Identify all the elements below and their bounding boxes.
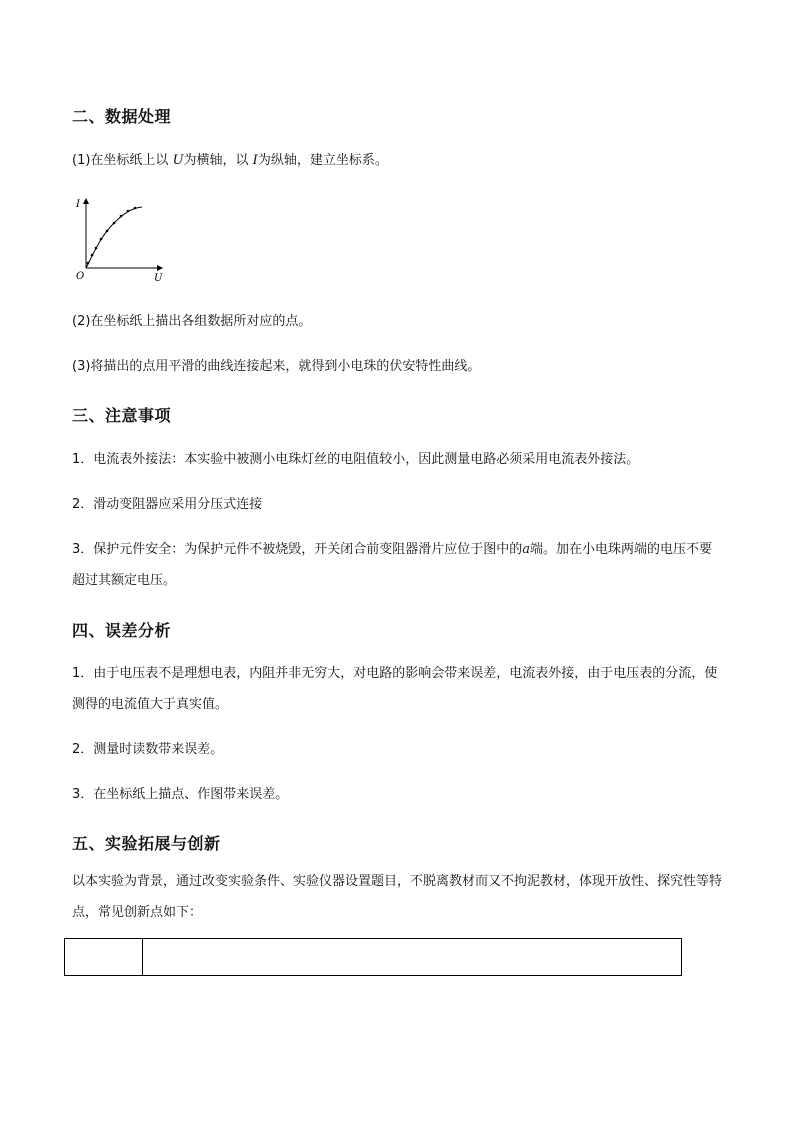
innovation-table <box>64 938 682 976</box>
section-title-error-analysis: 四、误差分析 <box>72 621 172 640</box>
precaution-1: 1．电流表外接法：本实验中被测小电珠灯丝的电阻值较小，因此测量电路必须采用电流表外接法。 <box>72 452 640 467</box>
table-column-divider <box>142 939 143 975</box>
step-3: (3)将描出的点用平滑的曲线连接起来，就得到小电珠的伏安特性曲线。 <box>72 359 481 374</box>
section-title-precautions: 三、注意事项 <box>72 406 172 425</box>
step-1: (1)在坐标纸上以 U为横轴，以 I为纵轴，建立坐标系。 <box>72 153 388 168</box>
section-title-data-processing: 二、数据处理 <box>72 107 172 126</box>
data-points <box>87 207 137 265</box>
iv-curve-figure <box>70 193 170 283</box>
error-1: 1．由于电压表不是理想电表，内阻并非无穷大，对电路的影响会带来误差，电流表外接，由于电压表的分流，使测得的电流值大于真实值。 <box>72 666 718 712</box>
iv-curve <box>86 207 142 268</box>
section-title-extension: 五、实验拓展与创新 <box>72 834 221 853</box>
y-axis-label: I <box>76 199 80 210</box>
step-2: (2)在坐标纸上描出各组数据所对应的点。 <box>72 314 312 329</box>
error-3: 3．在坐标纸上描点、作图带来误差。 <box>72 787 289 802</box>
origin-label: O <box>76 271 85 282</box>
error-2: 2．测量时读数带来误差。 <box>72 742 224 757</box>
precaution-3: 3．保护元件安全：为保护元件不被烧毁，开关闭合前变阻器滑片应位于图中的a端。加在小电珠两端的电压不要超过其额定电压。 <box>72 542 713 588</box>
extension-intro: 以本实验为背景，通过改变实验条件、实验仪器设置题目，不脱离教材而又不拘泥教材，体现开放性、探究性等特点，常见创新点如下： <box>72 874 723 920</box>
x-axis-label: U <box>154 273 163 283</box>
precaution-2: 2．滑动变阻器应采用分压式连接 <box>72 497 263 512</box>
iv-curve-svg <box>70 193 170 283</box>
